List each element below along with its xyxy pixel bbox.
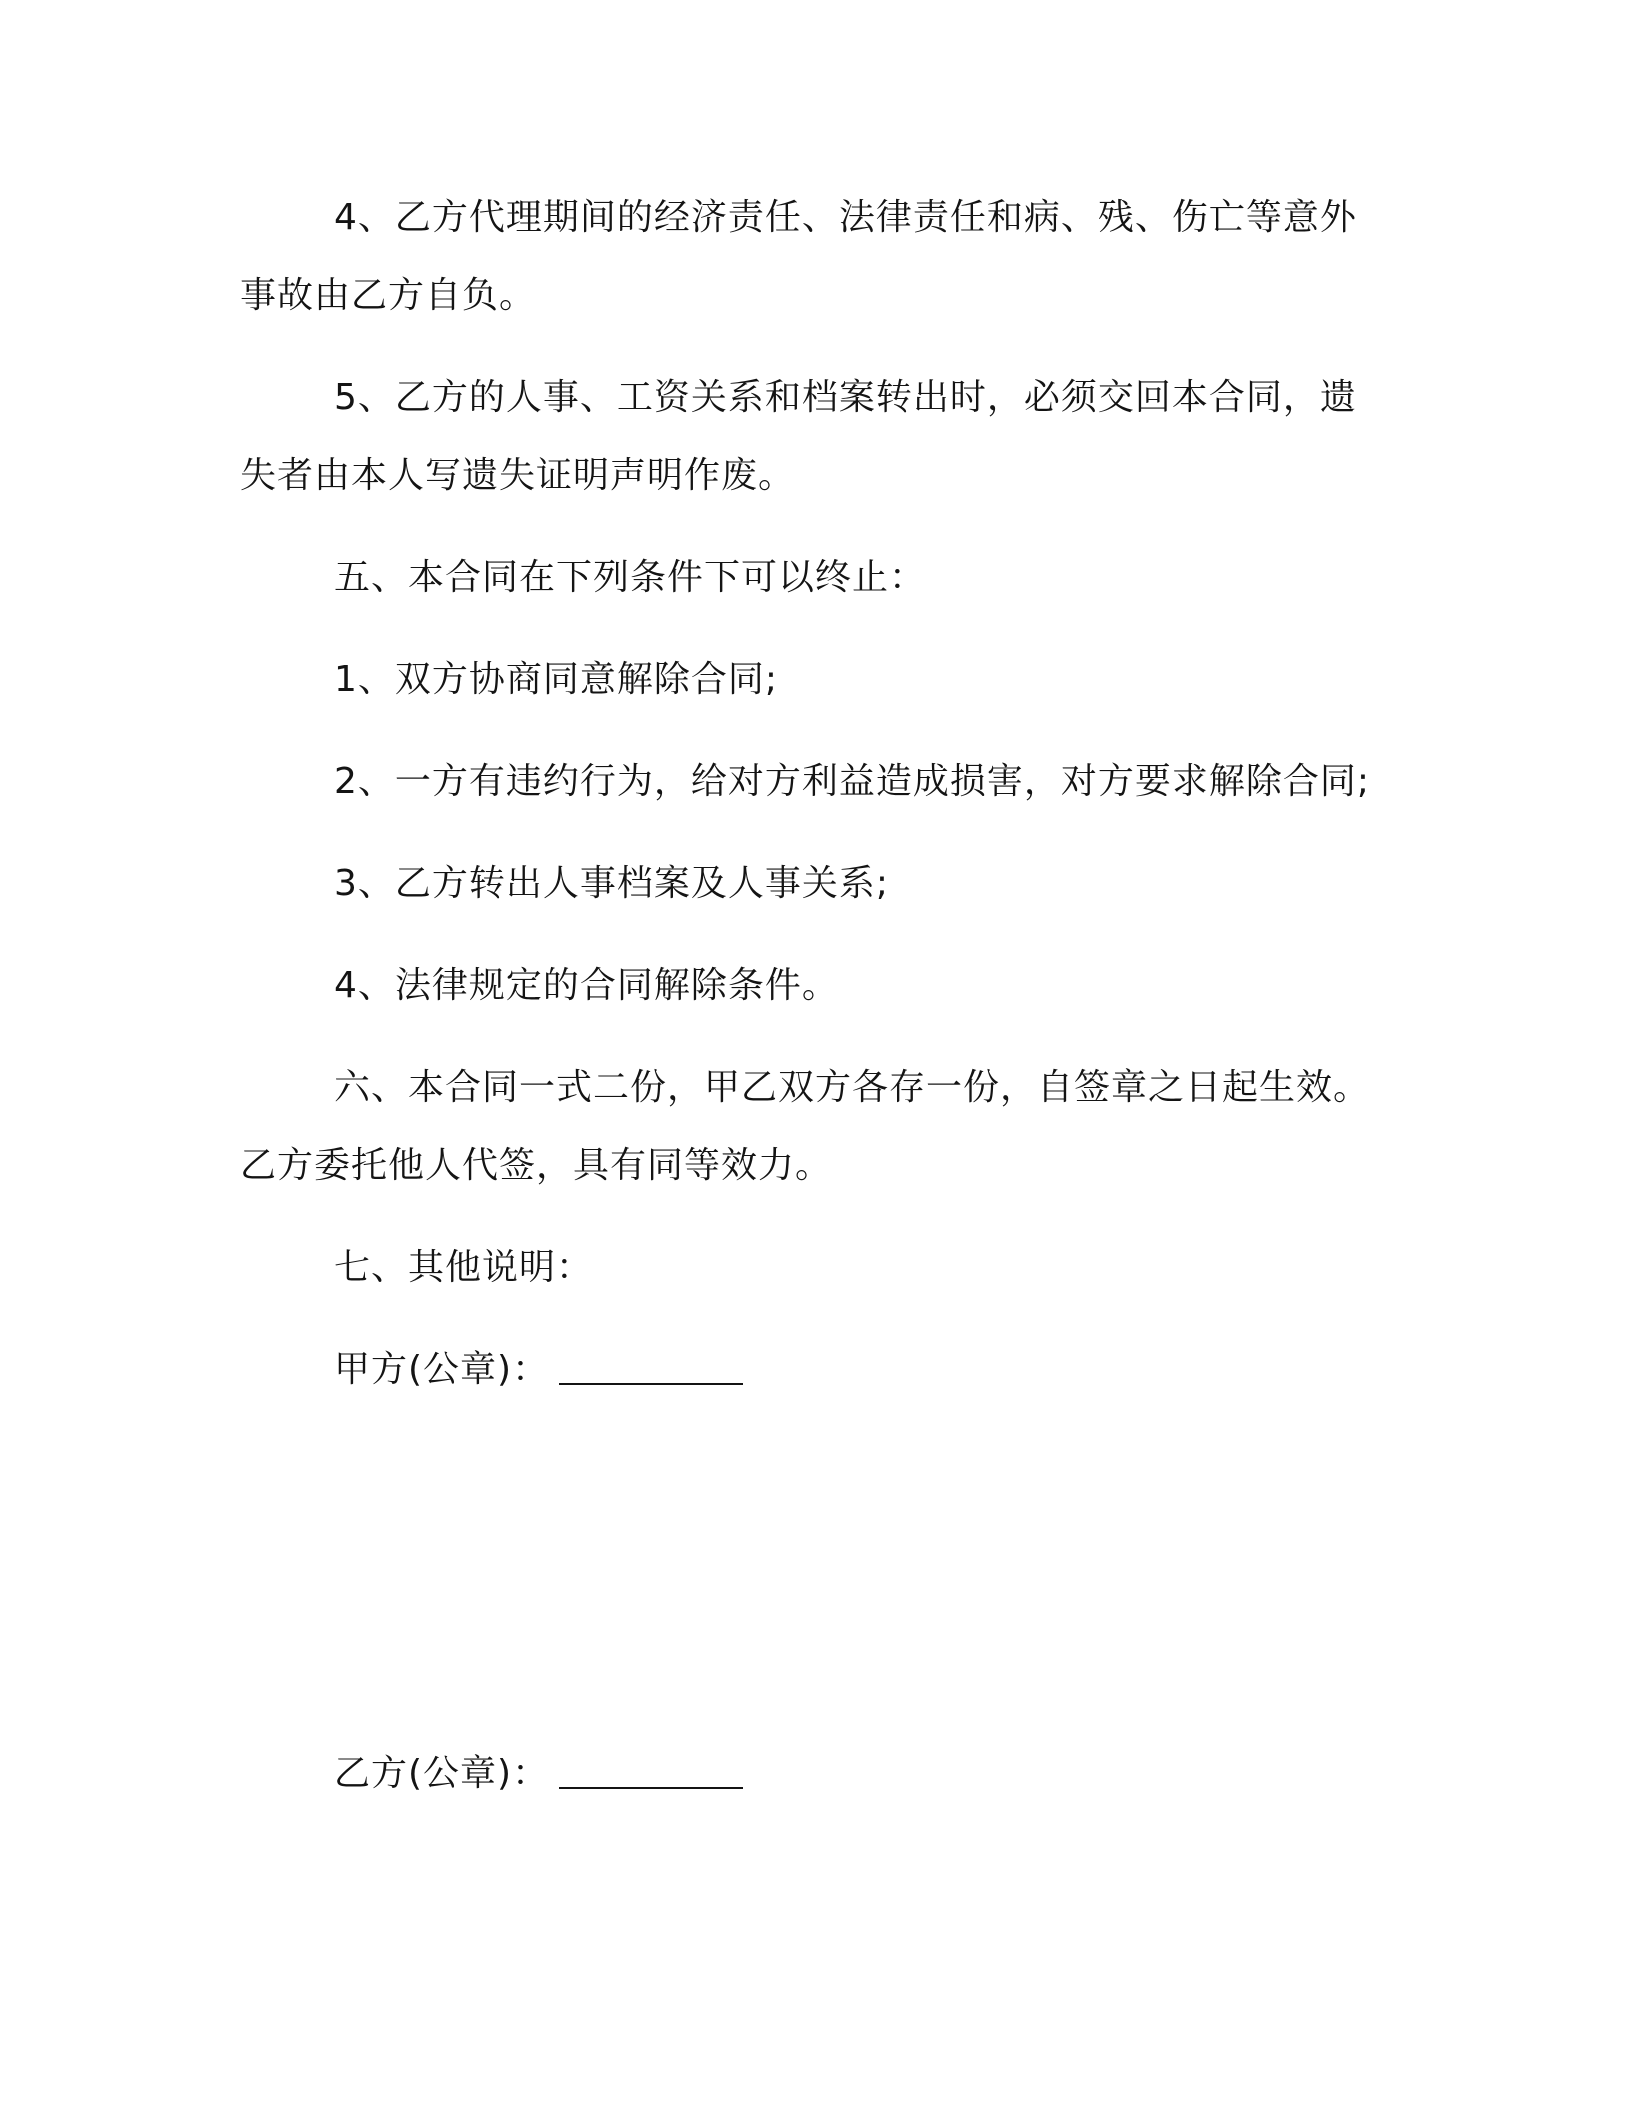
section-seven-heading: 七、其他说明： <box>334 1247 594 1288</box>
party-b-signature <box>334 1753 743 1794</box>
section-six-line-1: 六、本合同一式二份，甲乙双方各存一份，自签章之日起生效。 <box>334 1067 1371 1108</box>
party-b-label: 乙方(公章)： <box>334 1753 550 1794</box>
termination-item-2: 2、一方有违约行为，给对方利益造成损害，对方要求解除合同; <box>334 761 1371 802</box>
termination-item-1: 1、双方协商同意解除合同; <box>334 659 779 700</box>
party-a-signature <box>334 1349 743 1390</box>
clause-5-line-1: 5、乙方的人事、工资关系和档案转出时，必须交回本合同，遗 <box>334 377 1357 418</box>
clause-4-line-1: 4、乙方代理期间的经济责任、法律责任和病、残、伤亡等意外 <box>334 197 1357 238</box>
clause-5-line-2: 失者由本人写遗失证明声明作废。 <box>240 455 796 496</box>
clause-4-line-2: 事故由乙方自负。 <box>240 275 537 316</box>
section-five-heading: 五、本合同在下列条件下可以终止： <box>334 557 927 598</box>
section-six-line-2: 乙方委托他人代签，具有同等效力。 <box>240 1145 833 1186</box>
termination-item-3: 3、乙方转出人事档案及人事关系; <box>334 863 890 904</box>
party-a-label: 甲方(公章)： <box>334 1349 550 1390</box>
party-a-blank-line <box>559 1355 743 1385</box>
termination-item-4: 4、法律规定的合同解除条件。 <box>334 965 839 1006</box>
party-b-blank-line <box>559 1759 743 1789</box>
